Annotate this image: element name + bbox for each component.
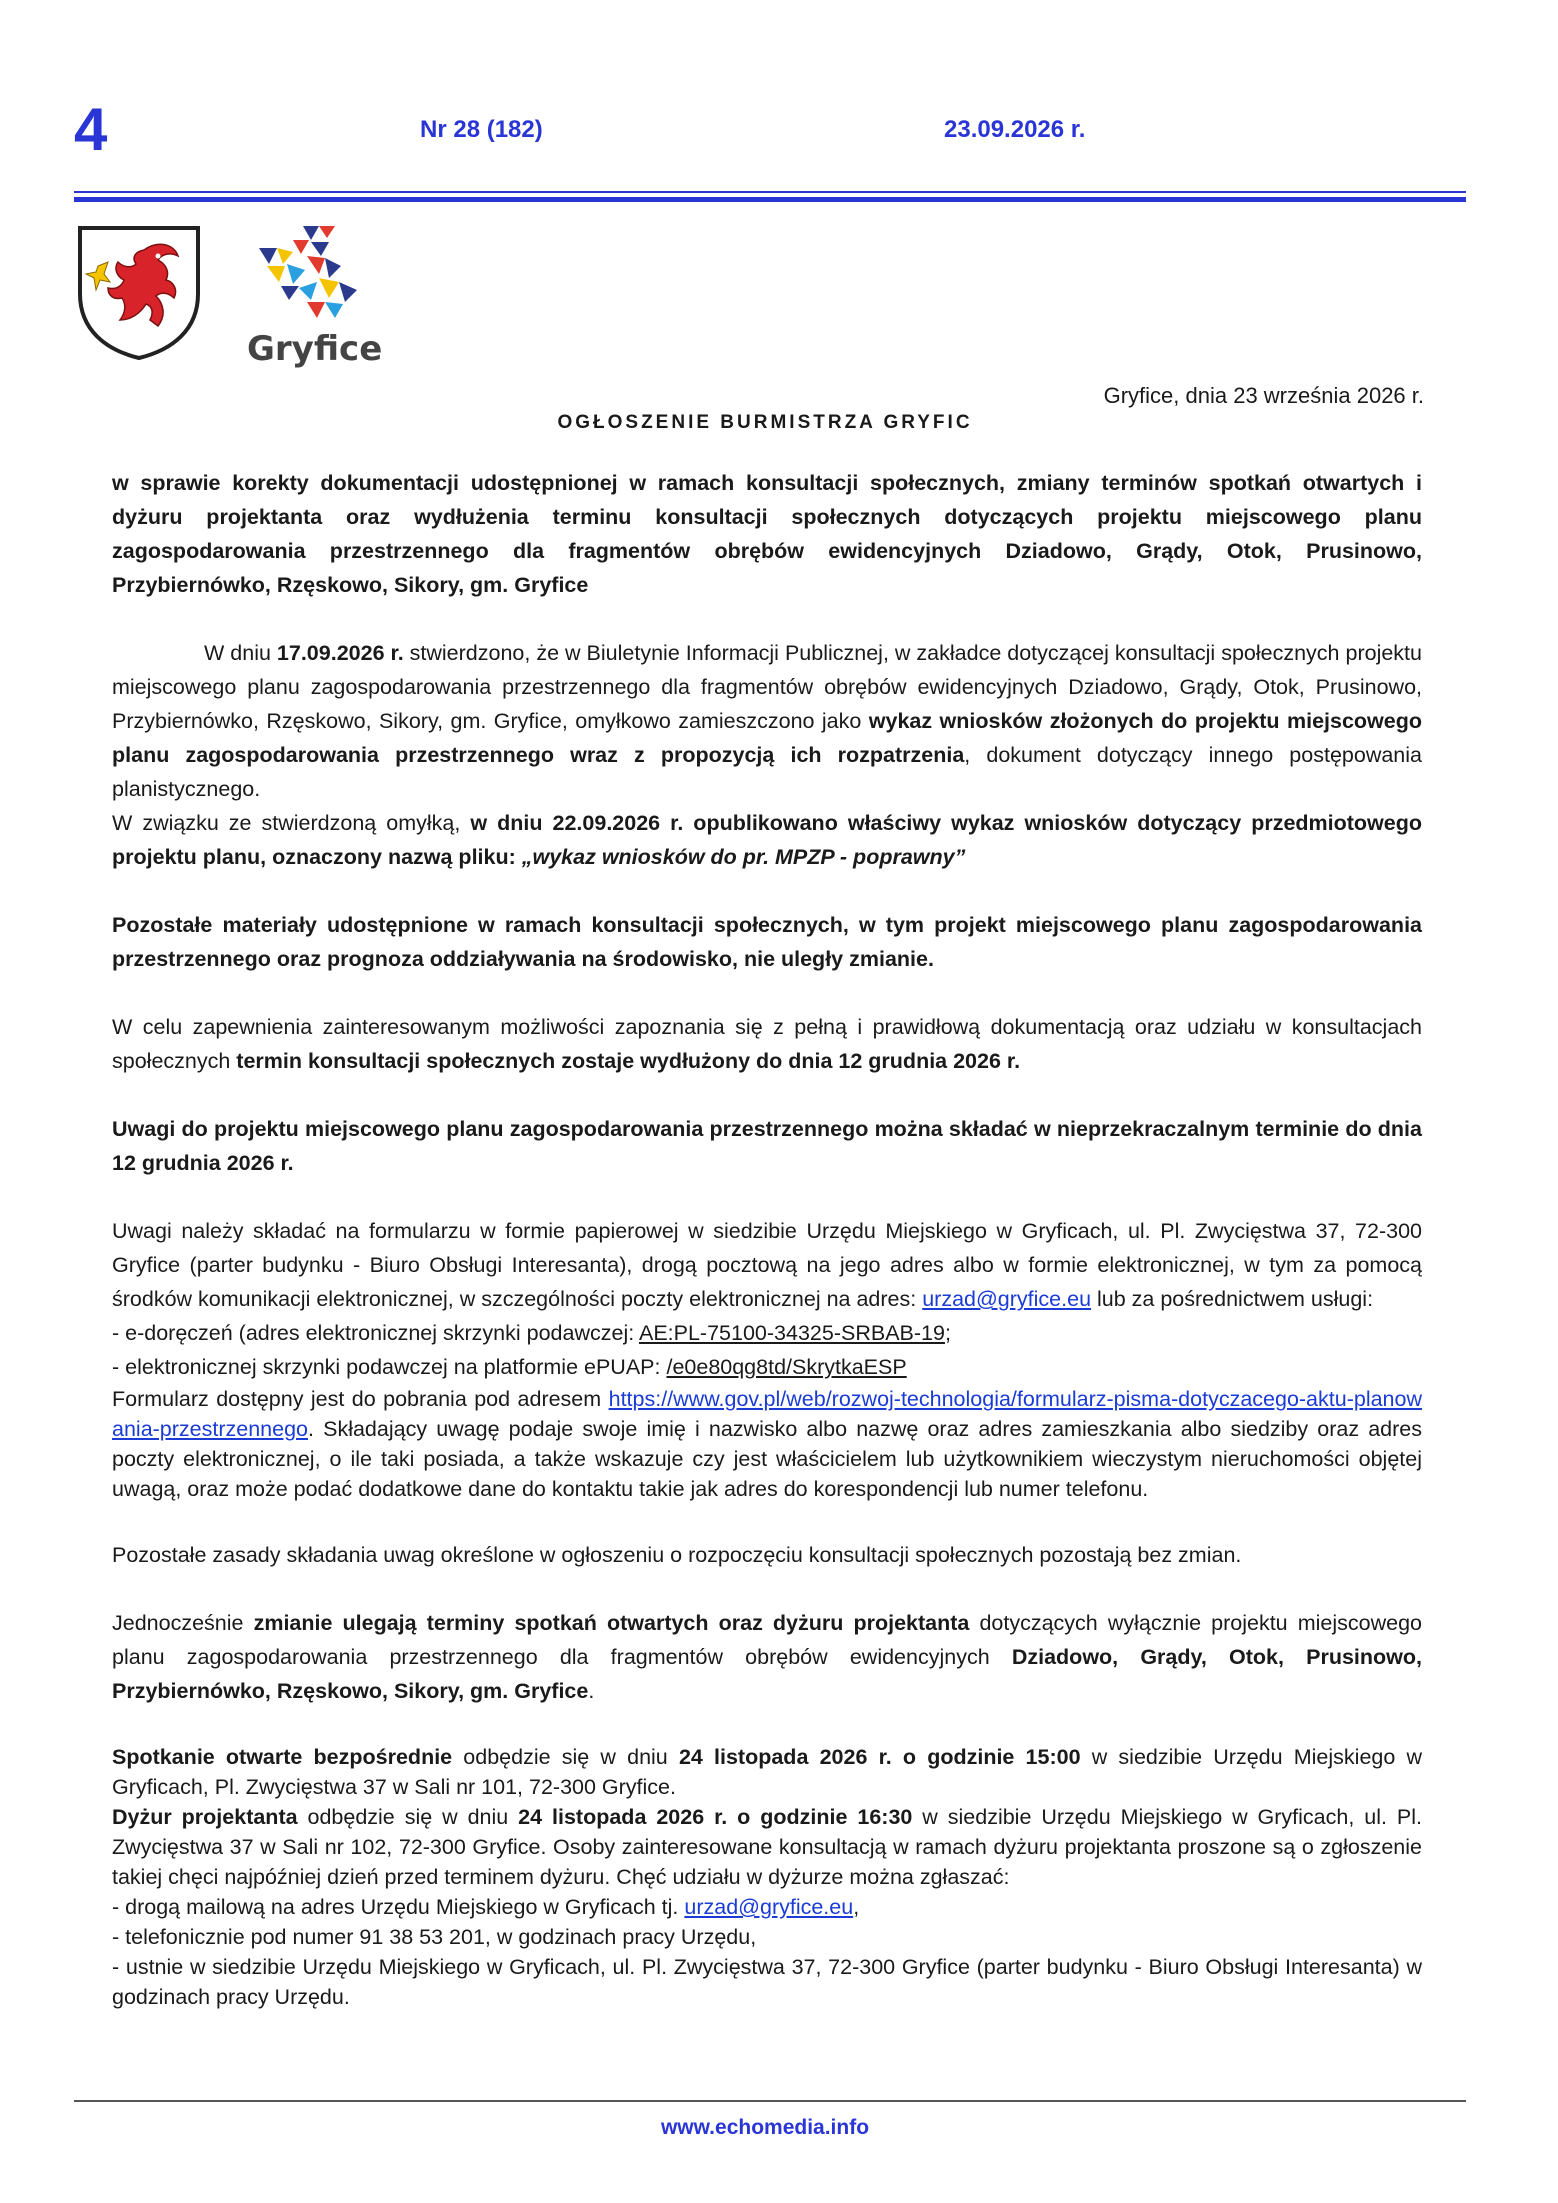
paragraph-deadline — [112, 1112, 1422, 1180]
list-item-epuap — [112, 1350, 1422, 1384]
text: odbędzie się w dniu — [452, 1745, 679, 1769]
text: . Składający uwagę podaje swoje imię i nazwisko albo nazwę oraz adres zamieszkania albo siedziby oraz adres poczty elektronicznej, o ile taki posiada, a także wskazuje czy jest właścicielem lub użytkownikiem wieczystym nieruchomości objętej uwagą, oraz może podać dodatkowe dane do kontaktu takie jak adres do korespondencji lub numer telefonu. — [112, 1417, 1422, 1501]
text: W celu zapewnienia zainteresowanym możliwości zapoznania się z pełną i prawidłową dokumentacją oraz udziału w konsultacjach społecznych — [112, 1015, 1422, 1073]
text: w siedzibie Urzędu Miejskiego w Gryficach, Pl. Zwycięstwa 37 w Sali nr 101, 72-300 Gryfice. — [112, 1745, 1423, 1799]
text: . — [588, 1679, 595, 1703]
paragraph-how-to-submit — [112, 1214, 1422, 1316]
text: lub za pośrednictwem usługi: — [1091, 1287, 1374, 1311]
paragraph-extension — [112, 1010, 1422, 1078]
text: w siedzibie Urzędu Miejskiego w Gryficach, ul. Pl. Zwycięstwa 37 w Sali nr 102, 72-300 Gryfice. Osoby zainteresowane konsultacją w ramach dyżuru projektanta proszone są o zgłoszenie takiej chęci najpóźniej dzień przed terminem dyżuru. Chęć udziału w dyżurze można zgłaszać: — [112, 1805, 1422, 1889]
text: - drogą mailową na adres Urzędu Miejskiego w Gryficach tj. — [112, 1895, 685, 1919]
list-item-mail — [112, 1892, 1422, 1922]
text: ; — [944, 1321, 951, 1345]
text: dotyczących wyłącznie projektu miejscowego planu zagospodarowania przestrzennego dla fragmentów obrębów ewidencyjnych — [112, 1611, 1423, 1669]
announcement-body — [112, 466, 1422, 2012]
list-item-edoreczenia — [112, 1316, 1422, 1350]
date-text: 17.09.2026 r. — [276, 641, 404, 665]
issue-number: Nr 28 (182) — [420, 116, 543, 143]
paragraph-form — [112, 1384, 1422, 1504]
form-link[interactable]: https://www.gov.pl/web/rozwoj-technologia/formularz-pisma-dotyczacego-aktu-planowania-przestrzennego — [112, 1387, 1422, 1441]
bold-text: Pozostałe materiały udostępnione w ramach konsultacji społecznych, w tym projekt miejscowego planu zagospodarowania przestrzennego oraz prognoza oddziaływania na środowisko, nie uległy zmianie. — [112, 913, 1422, 971]
text: W dniu — [204, 641, 277, 665]
list-item-in-person: - ustnie w siedzibie Urzędu Miejskiego w Gryficach, ul. Pl. Zwycięstwa 37, 72-300 Gryfice (parter budynku - Biuro Obsługi Interesanta) w godzinach pracy Urzędu. — [112, 1955, 1422, 2009]
epuap-address: /e0e80qg8td/SkrytkaESP — [666, 1355, 907, 1379]
email-link[interactable]: urzad@gryfice.eu — [684, 1895, 854, 1919]
issue-date: 23.09.2026 r. — [944, 116, 1086, 143]
email-link[interactable]: urzad@gryfice.eu — [922, 1287, 1092, 1311]
logo-brand-text: Gryfice — [247, 329, 383, 369]
paragraph-error-found — [112, 636, 1422, 806]
footer-rule — [74, 2100, 1466, 2102]
bold-text: 24 listopada 2026 r. o godzinie 15:00 — [678, 1745, 1081, 1769]
text: Uwagi należy składać na formularzu w formie papierowej w siedzibie Urzędu Miejskiego w Gryficach, ul. Pl. Zwycięstwa 37, 72-300 Gryfice (parter budynku - Biuro Obsługi Interesanta), drogą pocztową na jego adres albo w formie elektronicznej, w tym za pomocą środków komunikacji elektronicznej, w szczególności poczty elektronicznej na adres: — [112, 1219, 1422, 1311]
text: - elektronicznej skrzynki podawczej na platformie ePUAP: — [112, 1355, 667, 1379]
text: W związku ze stwierdzoną omyłką, — [112, 811, 471, 835]
paragraph-designer-duty — [112, 1802, 1422, 1892]
bold-text: 24 listopada 2026 r. o godzinie 16:30 — [518, 1805, 913, 1829]
subject-text: w sprawie korekty dokumentacji udostępnionej w ramach konsultacji społecznych, zmiany terminów spotkań otwartych i dyżuru projektanta oraz wydłużenia terminu konsultacji społecznych dotyczących projektu miejscowego planu zagospodarowania przestrzennego dla fragmentów obrębów ewidencyjnych Dziadowo, Grądy, Otok, Prusinowo, Przybiernówko, Rzęskowo, Sikory, gm. Gryfice — [112, 471, 1422, 597]
bold-text: Dziadowo, Grądy, Otok, Prusinowo, Przybiernówko, Rzęskowo, Sikory, gm. Gryfice — [112, 1645, 1422, 1703]
header-rule-thick — [74, 197, 1466, 202]
bold-text: w dniu 22.09.2026 r. opublikowano właściwy wykaz wniosków dotyczący przedmiotowego projektu planu, oznaczony nazwą pliku: — [112, 811, 1422, 869]
paragraph-schedule-change — [112, 1606, 1422, 1708]
announcement-title: OGŁOSZENIE BURMISTRZA GRYFIC — [557, 412, 973, 433]
text: stwierdzono, że w Biuletynie Informacji Publicznej, w zakładce dotyczącej konsultacji społecznych projektu miejscowego planu zagospodarowania przestrzennego dla fragmentów obrębów ewidencyjnych Dziadowo, Grądy, Otok, Prusinowo, Przybiernówko, Rzęskowo, Sikory, gm. Gryfice, omyłkowo zamieszczono jako — [112, 641, 1422, 733]
bold-text: Uwagi do projektu miejscowego planu zagospodarowania przestrzennego można składać w nieprzekraczalnym terminie do dnia 12 grudnia 2026 r. — [112, 1117, 1422, 1175]
bold-text: termin konsultacji społecznych zostaje wydłużony do dnia 12 grudnia 2026 r. — [236, 1049, 1021, 1073]
header-rule-thin — [74, 191, 1466, 193]
text: , dokument dotyczący innego postępowania planistycznego. — [112, 743, 1422, 801]
bold-text: Dyżur projektanta — [112, 1805, 298, 1829]
gryfice-logo — [245, 222, 405, 370]
paragraph-other-materials — [112, 908, 1422, 976]
text: Jednocześnie — [112, 1611, 254, 1635]
text: - e-doręczeń (adres elektronicznej skrzynki podawczej: — [112, 1321, 639, 1345]
text: Formularz dostępny jest do pobrania pod adresem — [112, 1387, 609, 1411]
paragraph-other-rules: Pozostałe zasady składania uwag określone w ogłoszeniu o rozpoczęciu konsultacji społecznych pozostają bez zmian. — [112, 1543, 1242, 1567]
page-number: 4 — [74, 96, 108, 163]
text: , — [853, 1895, 860, 1919]
subject-paragraph — [112, 466, 1422, 602]
paragraph-correct-list — [112, 806, 1422, 874]
edoreczenia-address: AE:PL-75100-34325-SRBAB-19 — [638, 1321, 945, 1345]
text: odbędzie się w dniu — [297, 1805, 519, 1829]
file-name: „wykaz wniosków do pr. MPZP - poprawny” — [521, 845, 966, 869]
paragraph-open-meeting — [112, 1742, 1422, 1802]
footer-url[interactable]: www.echomedia.info — [660, 2116, 870, 2139]
bold-text: wykaz wniosków złożonych do projektu miejscowego planu zagospodarowania przestrzennego wraz z propozycją ich rozpatrzenia — [112, 709, 1422, 767]
place-and-date: Gryfice, dnia 23 września 2026 r. — [1103, 383, 1424, 408]
list-item-phone: - telefonicznie pod numer 91 38 53 201, w godzinach pracy Urzędu, — [112, 1925, 757, 1949]
gryfice-coat-of-arms — [74, 222, 204, 362]
bold-text: zmianie ulegają terminy spotkań otwartych oraz dyżuru projektanta — [253, 1611, 970, 1635]
bold-text: Spotkanie otwarte bezpośrednie — [112, 1745, 453, 1769]
